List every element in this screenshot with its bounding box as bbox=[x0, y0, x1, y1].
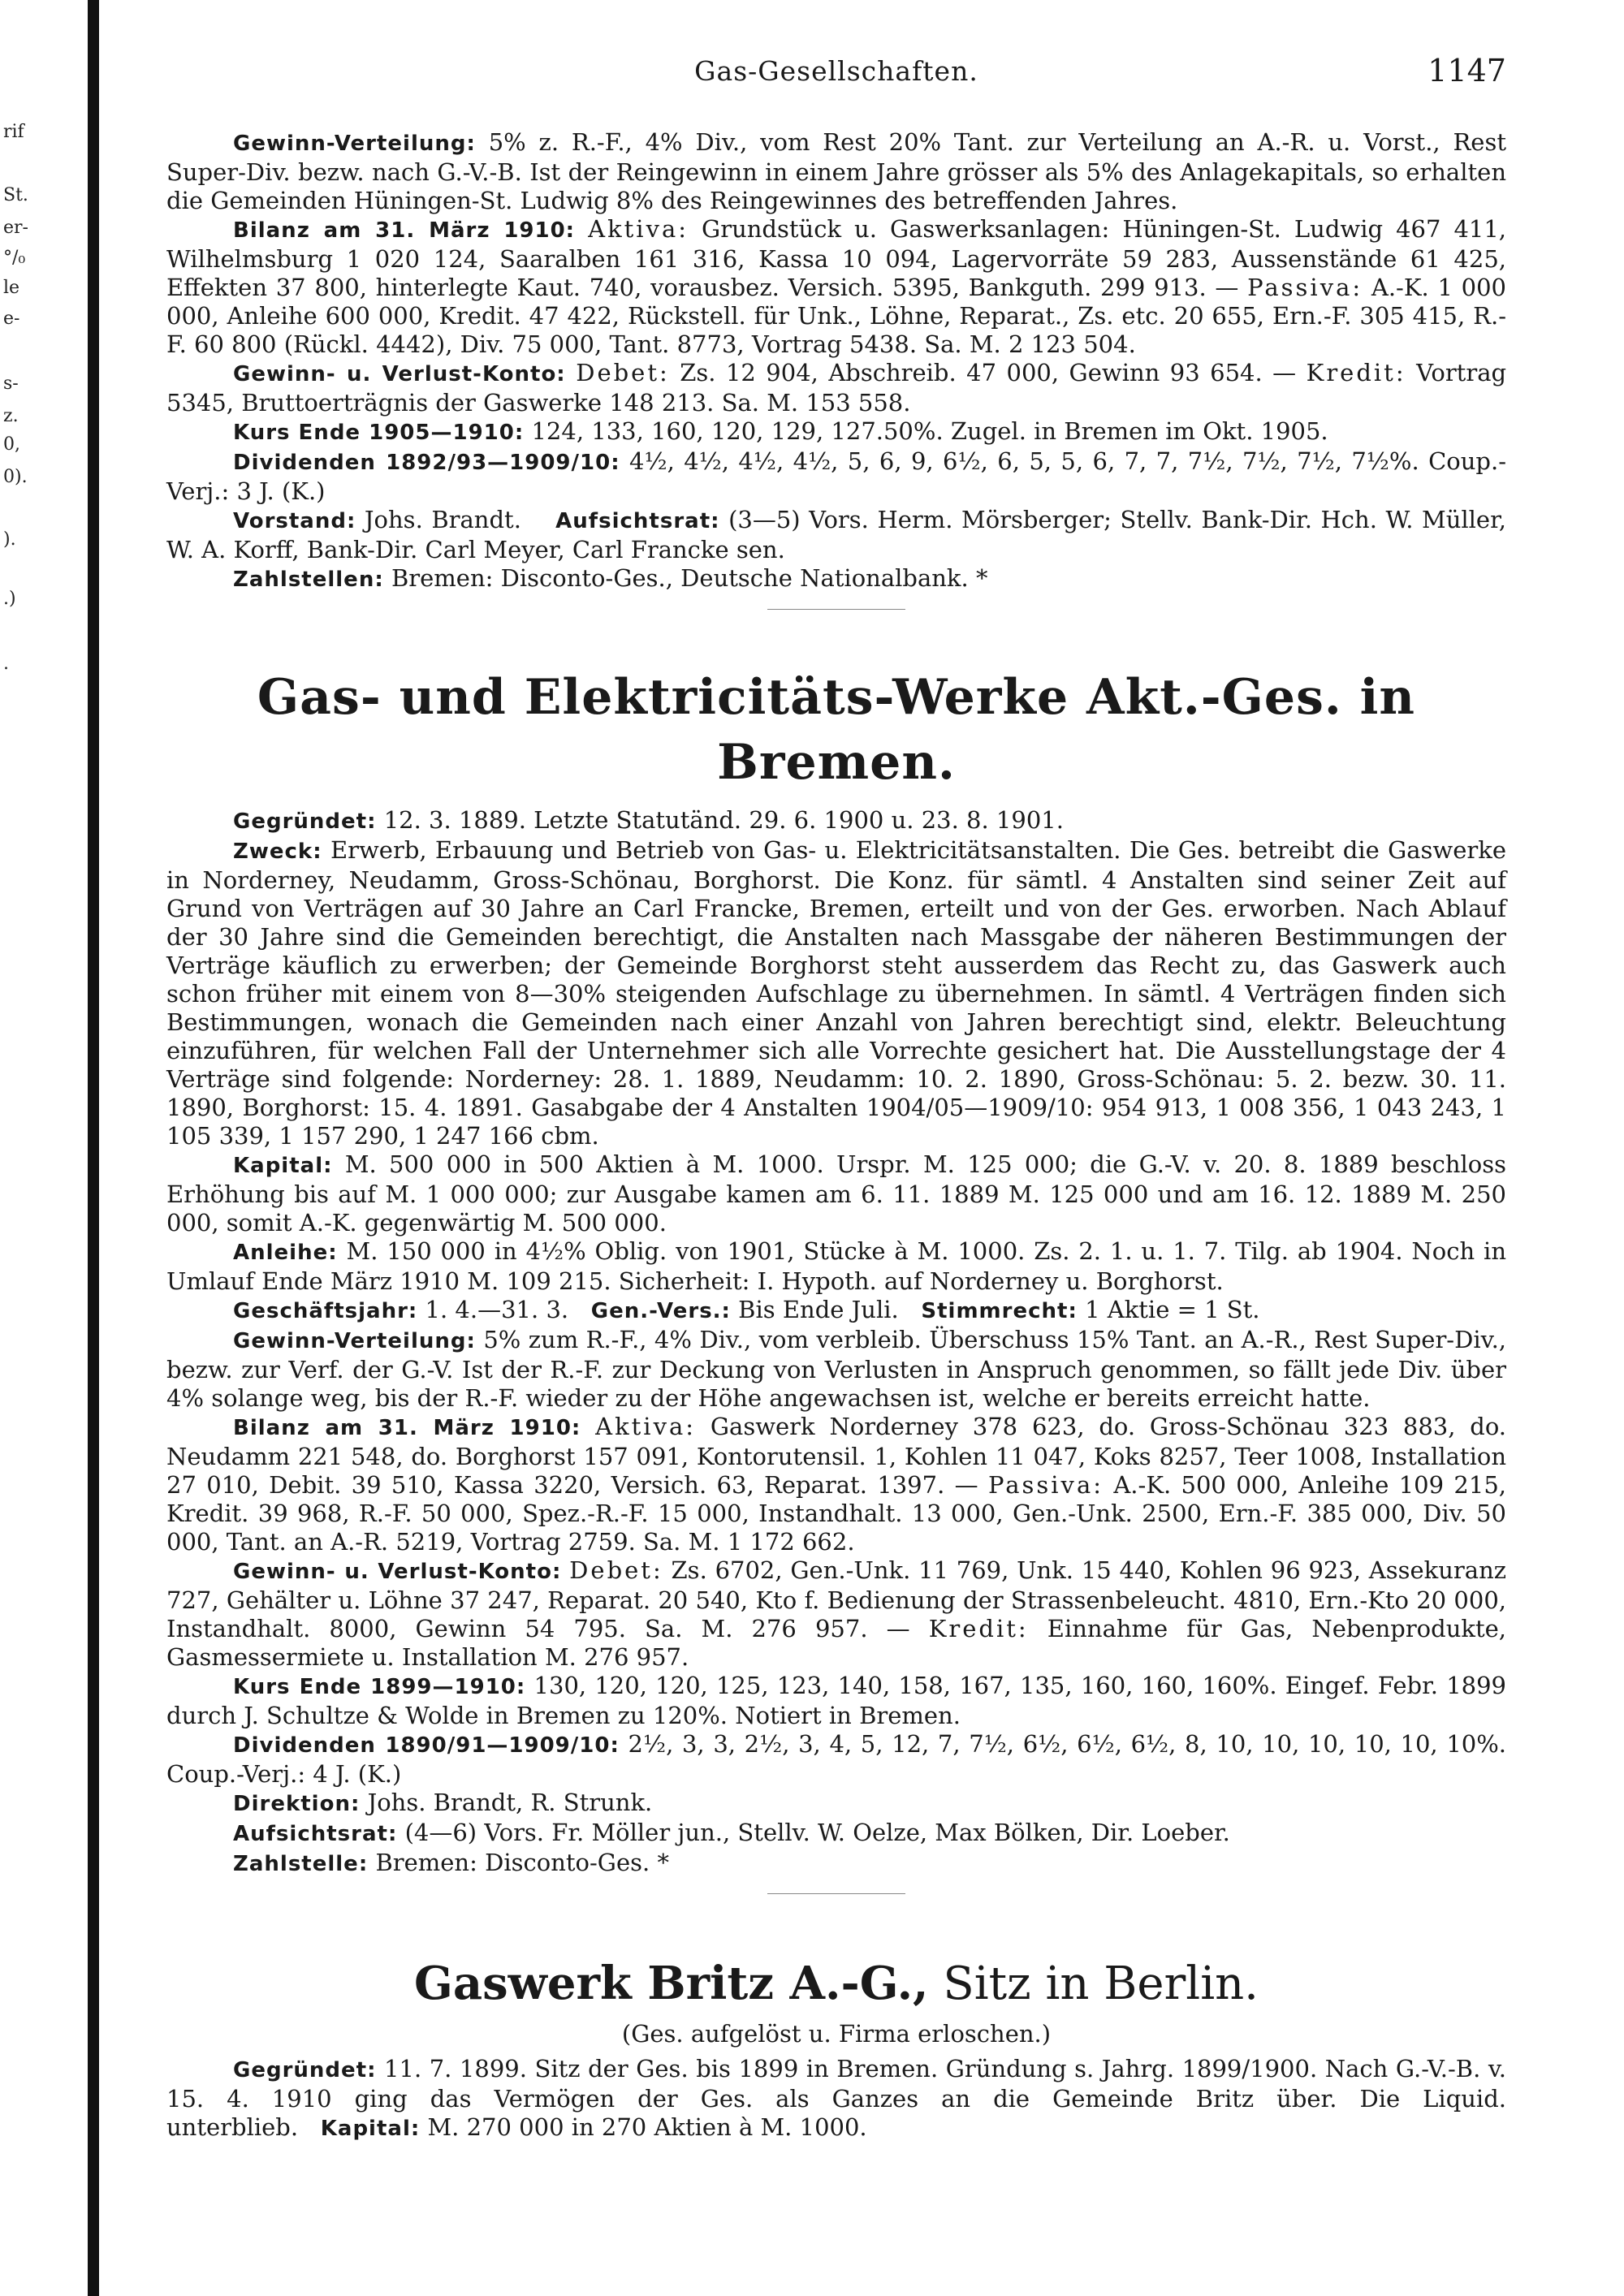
gewinn-verteilung-entry: Gewinn-Verteilung: 5% zum R.-F., 4% Div., vom verbleib. Überschuss 15% Tant. an A.-R., Rest Super-Div., bezw. zur Verf. der G.-V. Ist der R.-F. zur Deckung von Verlusten in Anspruch genommen, so fällt jede Div. über 4% solange weg, bis der R.-F. wieder zu der Höhe angewachsen ist, welche er bereits erreicht hatte. bbox=[166, 1326, 1507, 1412]
aufsichtsrat-entry: Aufsichtsrat: (4—6) Vors. Fr. Möller jun., Stellv. W. Oelze, Max Bölken, Dir. Loeber. bbox=[233, 1819, 1230, 1846]
gewinn-verlust-entry: Gewinn- u. Verlust-Konto: Debet: Zs. 12 904, Abschreib. 47 000, Gewinn 93 654. — Kredit: Vortrag 5345, Bruttoerträgnis der Gaswerke 148 213. Sa. M. 153 558. bbox=[166, 359, 1507, 416]
kurs-entry: Kurs Ende 1905—1910: 124, 133, 160, 120, 129, 127.50%. Zugel. in Bremen im Okt. 1905. bbox=[233, 417, 1328, 445]
margin-fragment: 0). bbox=[3, 467, 28, 487]
gewinn-verteilung-entry: Gewinn-Verteilung: 5% z. R.-F., 4% Div., vom Rest 20% Tant. zur Verteilung an A.-R. u. Vorst., Rest Super-Div. bezw. nach G.-V.-B. Ist der Reingewinn in einem Jahre grösser als 5% des Anlagekapitals, so erhalten die Gemeinden Hüningen-St. Ludwig 8% des Reingewinnes des betreffenden Jahres. bbox=[166, 128, 1506, 214]
dividenden-entry: Dividenden 1892/93—1909/10: 4½, 4½, 4½, 4½, 5, 6, 9, 6½, 6, 5, 5, 6, 7, 7, 7½, 7½, 7½, 7½%. Coup.-Verj.: 3 J. (K.) bbox=[166, 447, 1507, 505]
running-title: Gas-Gesellschaften. bbox=[694, 55, 978, 87]
margin-fragment: z. bbox=[3, 406, 19, 426]
previous-company-continuation bbox=[166, 128, 1506, 610]
margin-fragment: . bbox=[3, 654, 9, 674]
zahlstelle-entry: Zahlstelle: Bremen: Disconto-Ges. * bbox=[233, 1849, 669, 1876]
margin-fragment: St. bbox=[3, 185, 28, 205]
margin-fragment: rif bbox=[3, 122, 24, 142]
gegruendet-entry: Gegründet: 12. 3. 1889. Letzte Statutänd. 29. 6. 1900 u. 23. 8. 1901. bbox=[233, 806, 1064, 834]
zweck-entry: Zweck: Erwerb, Erbauung und Betrieb von Gas- u. Elektricitätsanstalten. Die Ges. betreibt die Gaswerke in Norderney, Neudamm, Gross-Schönau, Borghorst. Die Konz. für sämtl. 4 Anstalten sind seiner Zeit auf Grund von Verträgen auf 30 Jahre an Carl Francke, Bremen, erteilt und von der Ges. erworben. Nach Ablauf der 30 Jahre sind die Gemeinden berechtigt, die Anstalten nach Massgabe der näheren Bestimmungen der Verträge käuflich zu erwerben; der Gemeinde Borghorst steht ausserdem das Recht zu, das Gaswerk auch schon früher mit einem von 8—30% steigenden Aufschlage zu übernehmen. In sämtl. 4 Verträgen finden sich Bestimmungen, wonach die Gemeinden nach einer Anzahl von Jahren berechtigt sind, elektr. Beleuchtung einzuführen, für welchen Fall der Unternehmer sich alle Vorrechte gesichert hat. Die Ausstellungstage der 4 Verträge sind folgende: Norderney: 28. 1. 1889, Neudamm: 10. 2. 1890, Gross-Schönau: 5. 2. bezw. 30. 11. 1890, Borghorst: 15. 4. 1891. Gasabgabe der 4 Anstalten 1904/05—1909/10: 954 913, 1 008 356, 1 043 243, 1 105 339, 1 157 290, 1 247 166 cbm. bbox=[166, 836, 1507, 1150]
margin-fragment: °/₀ bbox=[3, 248, 26, 268]
dividenden-entry: Dividenden 1890/91—1909/10: 2½, 3, 3, 2½, 3, 4, 5, 12, 7, 7½, 6½, 6½, 6½, 8, 10, 10, 10, 10, 10, 10%. Coup.-Verj.: 4 J. (K.) bbox=[166, 1730, 1506, 1788]
kapital-entry: Kapital: M. 500 000 in 500 Aktien à M. 1000. Urspr. M. 125 000; die G.-V. v. 20. 8. 1889 beschloss Erhöhung bis auf M. 1 000 000; zur Ausgabe kamen am 6. 11. 1889 M. 125 000 und am 16. 12. 1889 M. 250 000, somit A.-K. gegenwärtig M. 500 000. bbox=[166, 1150, 1507, 1236]
company-title: Gas- und Elektricitäts-Werke Akt.-Ges. in Bremen. bbox=[257, 669, 1416, 791]
company-entry-britz bbox=[166, 1954, 1506, 2143]
left-margin-fragments bbox=[0, 0, 88, 2296]
margin-fragment: le bbox=[3, 278, 20, 298]
margin-fragment: ). bbox=[3, 529, 16, 550]
binding-rule bbox=[88, 0, 99, 2296]
vorstand-entry: Vorstand: Johs. Brandt. Aufsichtsrat: (3—5) Vors. Herm. Mörsberger; Stellv. Bank-Dir. Hch. W. Müller, W. A. Korff, Bank-Dir. Carl Meyer, Carl Francke sen. bbox=[166, 506, 1506, 563]
direktion-entry: Direktion: Johs. Brandt, R. Strunk. bbox=[233, 1789, 653, 1816]
company-subtitle: (Ges. aufgelöst u. Firma erloschen.) bbox=[621, 2020, 1052, 2048]
section-divider bbox=[767, 1893, 905, 1894]
section-divider bbox=[767, 609, 905, 610]
margin-fragment: e- bbox=[3, 309, 20, 329]
gewinn-verlust-entry: Gewinn- u. Verlust-Konto: Debet: Zs. 6702, Gen.-Unk. 11 769, Unk. 15 440, Kohlen 96 923, Assekuranz 727, Gehälter u. Löhne 37 247, Reparat. 20 540, Kto f. Bedienung der Strassenbeleucht. 4810, Ern.-Kto 20 000, Instandhalt. 8000, Gewinn 54 795. Sa. M. 276 957. — Kredit: Einnahme für Gas, Nebenprodukte, Gasmessermiete u. Installation M. 276 957. bbox=[166, 1556, 1507, 1671]
page-number: 1147 bbox=[1427, 53, 1506, 88]
bilanz-entry: Bilanz am 31. März 1910: Aktiva: Grundstück u. Gaswerksanlagen: Hüningen-St. Ludwig 467 411, Wilhelmsburg 1 020 124, Saaralben 161 316, Kassa 10 094, Lagervorräte 59 283, Aussenstände 61 425, Effekten 37 800, hinterlegte Kaut. 740, vorausbez. Versich. 5395, Bankguth. 299 913. — Passiva: A.-K. 1 000 000, Anleihe 600 000, Kredit. 47 422, Rückstell. für Unk., Löhne, Reparat., Zs. etc. 20 655, Ern.-F. 305 415, R.-F. 60 800 (Rückl. 4442), Div. 75 000, Tant. 8773, Vortrag 5438. Sa. M. 2 123 504. bbox=[166, 215, 1507, 358]
kurs-entry: Kurs Ende 1899—1910: 130, 120, 120, 125, 123, 140, 158, 167, 135, 160, 160, 160%. Eingef. Febr. 1899 durch J. Schultze & Wolde in Bremen zu 120%. Notiert in Bremen. bbox=[166, 1672, 1507, 1729]
gegruendet-entry: Gegründet: 11. 7. 1899. Sitz der Ges. bis 1899 in Bremen. Gründung s. Jahrg. 1899/1900. Nach G.-V.-B. v. 15. 4. 1910 ging das Vermögen der Ges. als Ganzes an die Gemeinde Britz über. Die Liquid. unterblieb. Kapital: M. 270 000 in 270 Aktien à M. 1000. bbox=[166, 2055, 1507, 2141]
bilanz-entry: Bilanz am 31. März 1910: Aktiva: Gaswerk Norderney 378 623, do. Gross-Schönau 323 883, do. Neudamm 221 548, do. Borghorst 157 091, Kontorutensil. 1, Kohlen 11 047, Koks 8257, Teer 1008, Installation 27 010, Debit. 39 510, Kassa 3220, Versich. 63, Reparat. 1397. — Passiva: A.-K. 500 000, Anleihe 109 215, Kredit. 39 968, R.-F. 50 000, Spez.-R.-F. 15 000, Instandhalt. 13 000, Gen.-Unk. 2500, Ern.-F. 385 000, Div. 50 000, Tant. an A.-R. 5219, Vortrag 2759. Sa. M. 1 172 662. bbox=[166, 1413, 1507, 1556]
running-header bbox=[166, 53, 1506, 97]
anleihe-entry: Anleihe: M. 150 000 in 4½% Oblig. von 1901, Stücke à M. 1000. Zs. 2. 1. u. 1. 7. Tilg. ab 1904. Noch in Umlauf Ende März 1910 M. 109 215. Sicherheit: I. Hypoth. auf Norderney u. Borghorst. bbox=[166, 1237, 1507, 1295]
margin-fragment: s- bbox=[3, 373, 19, 394]
company-entry-bremen bbox=[166, 665, 1506, 1894]
margin-fragment: .) bbox=[3, 589, 16, 609]
margin-fragment: 0, bbox=[3, 434, 20, 455]
margin-fragment: er- bbox=[3, 218, 28, 238]
zahlstellen-entry: Zahlstellen: Bremen: Disconto-Ges., Deutsche Nationalbank. * bbox=[233, 564, 988, 592]
geschaeftsjahr-entry: Geschäftsjahr: 1. 4.—31. 3. Gen.-Vers.: Bis Ende Juli. Stimmrecht: 1 Aktie = 1 St. bbox=[233, 1296, 1260, 1323]
page bbox=[166, 53, 1507, 2143]
company-title: Gaswerk Britz A.-G., Sitz in Berlin. bbox=[414, 1957, 1259, 2010]
